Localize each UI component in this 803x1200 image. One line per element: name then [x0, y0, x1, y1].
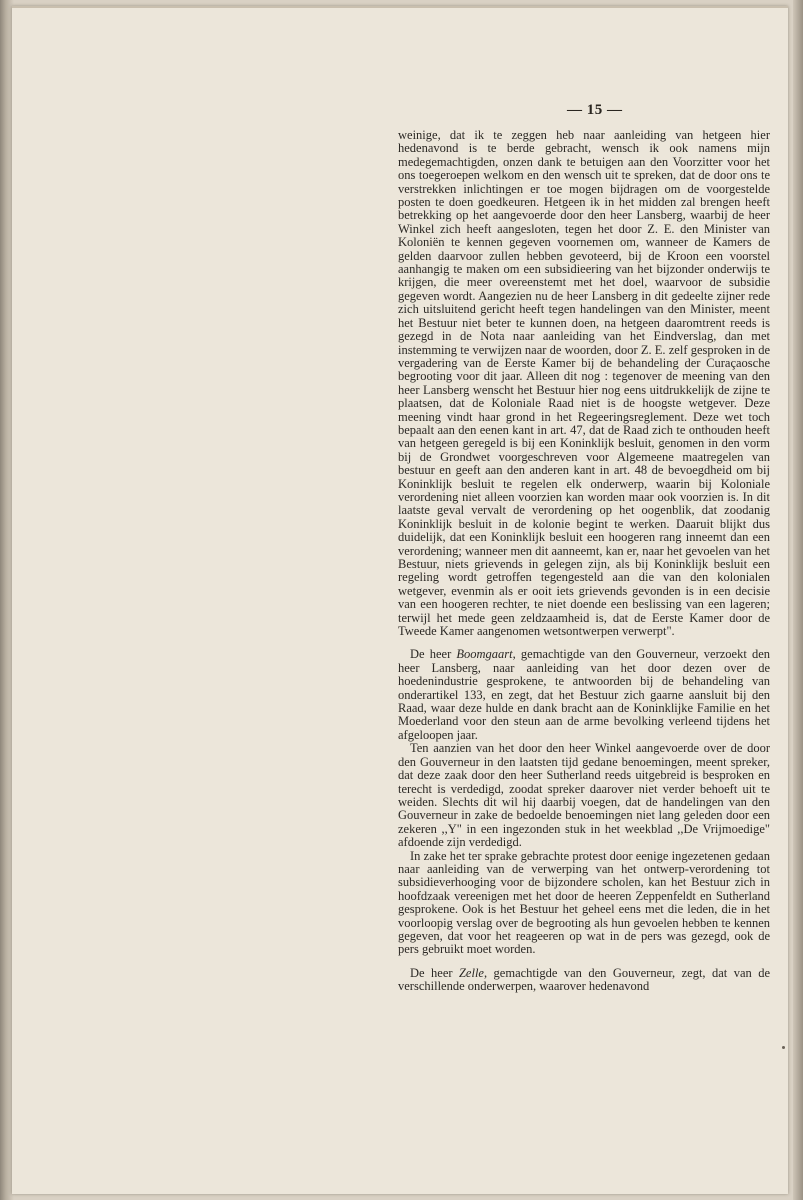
paragraph-boomgaart-text: , gemachtigde van den Gouverneur, verzoekt den heer Lansberg, naar aanleiding van het door dezen over de hoedenindustrie gesprokene, te antwoorden bij de behandeling van onderartikel 133, en zegt, dat het Bestuur zich gaarne aansluit bij den Raad, waar deze hulde en dank bracht aan de Koninklijke Familie en het Moederland voor den steun aan de arme bevolking verleend tijdens het afgeloopen jaar. — [398, 647, 771, 742]
paragraph-continuation: weinige, dat ik te zeggen heb naar aanleiding van hetgeen hier hedenavond is te berde gebracht, wensch ik ook namens mijn medegemachtigden, onzen dank te betuigen aan den Voorzitter voor het ons toegeroepen welkom en den wensch uit te spreken, dat de door ons te verstrekken inlichtingen er toe mogen bijdragen om de voorgestelde posten te doen goedkeuren. Hetgeen ik in het midden zal brengen heeft betrekking op het aangevoerde door den heer Lansberg, waarbij de heer Winkel zich heeft aangesloten, tegen het door Z. E. den Minister van Koloniën te kennen gegeven voornemen om, wanneer de Kamers de gelden daarvoor zullen hebben gevoteerd, bij de Kroon een voorstel aanhangig te maken om een subsidieering van het bijzonder onderwijs te krijgen, die meer overeenstemt met het doel, waarvoor de subsidie gegeven wordt. Aangezien nu de heer Lansberg in dit gedeelte zijner rede zich uitsluitend gericht heeft tegen handelingen van den Minister, meent het Bestuur niet beter te kunnen doen, na hetgeen daaromtrent reeds is gezegd in de Nota naar aanleiding van het Eindverslag, dan met instemming te verwijzen naar de woorden, door Z. E. zelf gesproken in de vergadering van de Eerste Kamer bij de behandeling der Curaçaosche begrooting voor dit jaar. Alleen dit nog : tegenover de meening van den heer Lansberg wenscht het Bestuur hier nog eens uitdrukkelijk de zijne te plaatsen, dat de Koloniale Raad niet is de hoogste wetgever. Deze meening vindt haar grond in het Regeeringsreglement. Deze wet toch bepaalt aan den eenen kant in art. 47, dat de Raad zich te onthouden heeft van hetgeen geregeld is bij een Koninklijk besluit, genomen in den vorm bij de Grondwet voorgeschreven voor Algemeene maatregelen van bestuur en geeft aan den anderen kant in art. 48 de bevoegdheid om bij Koninklijk besluit te regelen elk onderwerp, waarin bij Koloniale verordening niet alleen voorzien kan worden maar ook voorzien is. In dit laatste geval vervalt de verordening op het oogenblik, dat zoodanig Koninklijk besluit in de kolonie begint te werken. Daaruit blijkt dus duidelijk, dat een Koninklijk besluit een hoogeren rang inneemt dan een verordening; wanneer men dit aanneemt, kan er, naar het gevoelen van het Bestuur, niets grievends in gelegen zijn, als bij Koninklijk besluit een regeling wordt getroffen tegengesteld aan die van den kolonialen wetgever, evenmin als er ooit iets grievends gevonden is in een decisie van een hoogeren rechter, te niet doende een beslissing van een lageren; terwijl het mede geen zeldzaamheid is, dat de Eerste Kamer door de Tweede Kamer aangenomen wetsontwerpen verwerpt". — [398, 128, 770, 639]
speaker-prefix: De heer — [410, 965, 459, 980]
margin-mark — [782, 1046, 785, 1049]
paragraph-protest: In zake het ter sprake gebrachte protest door eenige ingezetenen gedaan naar aanleiding van de verwerping van het ontwerp-verordening tot subsidieverhooging voor de bijzondere scholen, kan het Bestuur zich in hoofdzaak vereenigen met het door de heeren Zeppenfeldt en Sutherland gesprokene. Ook is het Bestuur het geheel eens met die leden, die in het voorloopig verslag over de begrooting als hun gevoelen hebben te kennen gegeven, dat voor het reageeren op wat in de pers was gezegd, ook de pers gebruikt moet worden. — [398, 848, 770, 957]
paragraph-winkel-appointments: Ten aanzien van het door den heer Winkel aangevoerde over de door den Gouverneur in den laatsten tijd gedane benoemingen, meent spreker, dat deze zaak door den heer Sutherland reeds uitgebreid is besproken en terecht is verdedigd, zoodat spreker daarover niet verder behoeft uit te weiden. Slechts dit wil hij daarbij voegen, dat de handelingen van den Gouverneur in zake de bedoelde benoemingen niet lang geleden door een zekeren ,,Y" in een ingezonden stuk in het weekblad ,,De Vrijmoedige" afdoende zijn verdedigd. — [398, 741, 770, 850]
speaker-name-zelle: Zelle — [458, 965, 484, 980]
paragraph-boomgaart — [398, 648, 770, 742]
document-page — [12, 6, 788, 1194]
text-column — [398, 129, 770, 994]
paragraph-zelle — [398, 967, 770, 994]
page-number: — 15 — — [567, 102, 623, 118]
paragraph-zelle-text: , gemachtigde van den Gouverneur, zegt, dat van de verschillende onderwerpen, waarover hedenavond — [398, 965, 771, 994]
speaker-name-boomgaart: Boomgaart — [456, 647, 513, 662]
scan-edge-right — [793, 0, 803, 1200]
speaker-prefix: De heer — [410, 647, 457, 662]
